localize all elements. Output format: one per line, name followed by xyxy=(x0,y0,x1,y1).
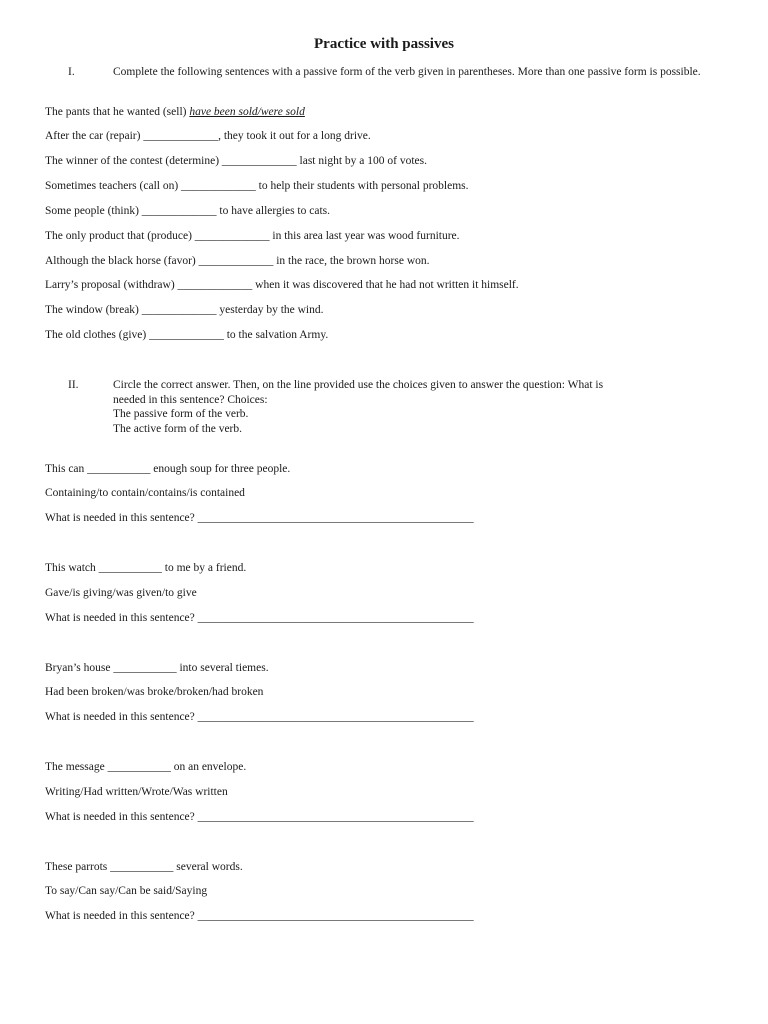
exercise-item-6: Although the black horse (favor) _____________ in the race, the brown horse won. xyxy=(45,255,430,267)
question-2-choices: Gave/is giving/was given/to give xyxy=(45,587,197,599)
exercise-item-5: The only product that (produce) _____________ in this area last year was wood furniture. xyxy=(45,230,460,242)
question-5-choices: To say/Can say/Can be said/Saying xyxy=(45,885,208,897)
exercise-item-1: After the car (repair) _____________, they took it out for a long drive. xyxy=(45,130,371,142)
exercise-item-8: The window (break) _____________ yesterday by the wind. xyxy=(45,304,324,316)
section-1-number: I. xyxy=(68,66,75,78)
question-4-sentence: The message ___________ on an envelope. xyxy=(45,761,247,773)
example-answer: have been sold/were sold xyxy=(189,106,305,118)
question-3-choices: Had been broken/was broke/broken/had broken xyxy=(45,686,264,698)
exercise-item-4: Some people (think) _____________ to have allergies to cats. xyxy=(45,205,330,217)
question-2-prompt: What is needed in this sentence? ________________________________________________ xyxy=(45,612,474,624)
exercise-item-9: The old clothes (give) _____________ to the salvation Army. xyxy=(45,329,329,341)
question-3-prompt: What is needed in this sentence? ________________________________________________ xyxy=(45,711,474,723)
example-prompt: The pants that he wanted (sell) xyxy=(45,106,190,118)
question-3-sentence: Bryan’s house ___________ into several tiemes. xyxy=(45,662,269,674)
section-2-choice: The passive form of the verb. xyxy=(113,408,249,420)
section-2-number: II. xyxy=(68,379,79,391)
question-1-choices: Containing/to contain/contains/is contained xyxy=(45,487,245,499)
question-4-prompt: What is needed in this sentence? ________________________________________________ xyxy=(45,811,474,823)
exercise-item-7: Larry’s proposal (withdraw) _____________ when it was discovered that he had not written it himself. xyxy=(45,279,519,291)
question-2-sentence: This watch ___________ to me by a friend. xyxy=(45,562,247,574)
section-2-choice: The active form of the verb. xyxy=(113,422,242,435)
exercise-item-3: Sometimes teachers (call on) _____________ to help their students with personal problems. xyxy=(45,180,469,192)
section-2-instruction-line: needed in this sentence? Choices: xyxy=(113,393,268,406)
question-1-prompt: What is needed in this sentence? ________________________________________________ xyxy=(45,512,474,524)
example-sentence xyxy=(45,105,305,119)
question-5-sentence: These parrots ___________ several words. xyxy=(45,861,243,873)
question-4-choices: Writing/Had written/Wrote/Was written xyxy=(45,786,228,798)
section-2-instruction-line: Circle the correct answer. Then, on the line provided use the choices given to answer the question: What is xyxy=(113,379,604,391)
question-1-sentence: This can ___________ enough soup for three people. xyxy=(45,463,291,475)
section-2-instruction xyxy=(113,378,713,436)
exercise-item-2: The winner of the contest (determine) _____________ last night by a 100 of votes. xyxy=(45,155,427,167)
page-title: Practice with passives xyxy=(314,36,454,52)
section-1-instruction: Complete the following sentences with a passive form of the verb given in parentheses. More than one passive form is possible. xyxy=(113,66,701,78)
question-5-prompt: What is needed in this sentence? ________________________________________________ xyxy=(45,910,474,922)
